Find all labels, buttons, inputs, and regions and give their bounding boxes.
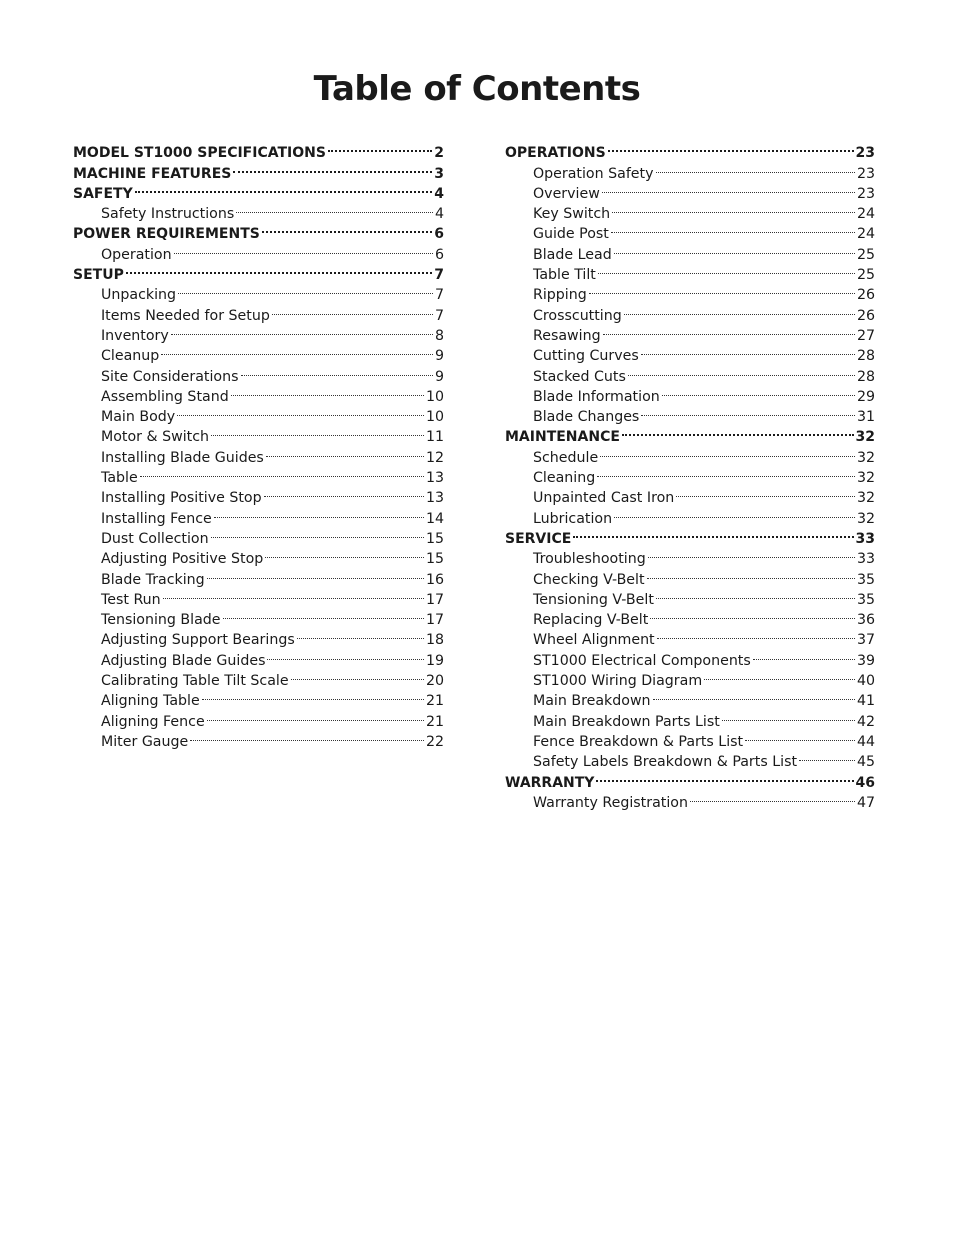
toc-entry-page-number: 23 — [856, 185, 875, 202]
toc-entry-label: Operation Safety — [533, 165, 654, 182]
toc-entry-label: Blade Changes — [533, 409, 640, 426]
toc-dot-leader — [140, 462, 424, 482]
toc-entry-page-number: 9 — [434, 368, 444, 385]
toc-entry-page-number: 13 — [425, 490, 444, 507]
toc-entry-label: Key Switch — [533, 206, 611, 223]
toc-dot-leader — [573, 523, 853, 543]
toc-entry-label: Unpacking — [101, 287, 177, 304]
toc-dot-leader — [608, 137, 854, 157]
toc-dot-leader — [662, 381, 855, 401]
toc-dot-leader — [690, 787, 855, 807]
toc-entry-page-number: 7 — [434, 267, 444, 284]
toc-entry-page-number: 2 — [434, 145, 444, 162]
toc-entry-page-number: 23 — [856, 165, 875, 182]
toc-dot-leader — [676, 482, 855, 502]
toc-entry-page-number: 32 — [855, 429, 875, 446]
toc-dot-leader — [161, 340, 433, 360]
toc-dot-leader — [272, 299, 433, 319]
toc-dot-leader — [799, 746, 855, 766]
toc-dot-leader — [190, 726, 424, 746]
toc-entry-page-number: 25 — [856, 246, 875, 263]
toc-entry-label: SERVICE — [505, 530, 572, 547]
toc-entry-page-number: 24 — [856, 226, 875, 243]
toc-dot-leader — [174, 238, 433, 258]
toc-entry-page-number: 7 — [434, 287, 444, 304]
toc-dot-leader — [614, 238, 855, 258]
toc-entry-page-number: 20 — [425, 673, 444, 690]
toc-dot-leader — [297, 624, 424, 644]
toc-entry-label: Main Breakdown Parts List — [533, 713, 720, 730]
toc-entry-label: Replacing V-Belt — [533, 612, 649, 629]
toc-entry-page-number: 35 — [856, 591, 875, 608]
toc-entry-label: Safety Instructions — [101, 206, 235, 223]
toc-dot-leader — [600, 441, 855, 461]
toc-entry-label: OPERATIONS — [505, 145, 606, 162]
toc-entry-page-number: 33 — [855, 530, 875, 547]
toc-dot-leader — [231, 381, 424, 401]
toc-entry-label: Stacked Cuts — [533, 368, 626, 385]
toc-entry-page-number: 32 — [856, 449, 875, 466]
toc-entry-page-number: 23 — [855, 145, 875, 162]
toc-entry-label: Adjusting Support Bearings — [101, 632, 295, 649]
toc-entry-label: Tensioning V-Belt — [533, 591, 654, 608]
toc-entry-label: Site Considerations — [101, 368, 239, 385]
toc-dot-leader — [202, 685, 424, 705]
toc-entry-page-number: 15 — [425, 551, 444, 568]
toc-dot-leader — [266, 441, 424, 461]
toc-entry-label: Cutting Curves — [533, 348, 639, 365]
toc-entry-label: Table — [101, 470, 138, 487]
toc-dot-leader — [211, 421, 424, 441]
toc-entry-label: MACHINE FEATURES — [73, 165, 232, 182]
toc-entry-label: Lubrication — [533, 510, 613, 527]
toc-entry-page-number: 21 — [425, 713, 444, 730]
toc-entry-label: Blade Information — [533, 388, 660, 405]
toc-dot-leader — [614, 502, 855, 522]
toc-dot-leader — [589, 279, 855, 299]
toc-entry-page-number: 6 — [434, 226, 444, 243]
toc-entry-label: POWER REQUIREMENTS — [73, 226, 260, 243]
toc-entry-label: Installing Fence — [101, 510, 212, 527]
toc-dot-leader — [236, 198, 433, 218]
toc-dot-leader — [262, 218, 432, 238]
toc-dot-leader — [207, 705, 424, 725]
toc-entry-page-number: 28 — [856, 348, 875, 365]
toc-entry-label: Adjusting Positive Stop — [101, 551, 264, 568]
toc-dot-leader — [171, 320, 433, 340]
toc-dot-leader — [612, 198, 855, 218]
toc-dot-leader — [211, 523, 424, 543]
toc-entry-page-number: 10 — [425, 388, 444, 405]
toc-entry-page-number: 44 — [856, 733, 875, 750]
toc-entry-page-number: 4 — [434, 206, 444, 223]
toc-dot-leader — [177, 401, 424, 421]
toc-entry-label: Unpainted Cast Iron — [533, 490, 675, 507]
toc-dot-leader — [598, 259, 855, 279]
toc-dot-leader — [657, 624, 855, 644]
toc-entry-page-number: 19 — [425, 652, 444, 669]
toc-right-column — [505, 137, 875, 811]
toc-entry-page-number: 3 — [434, 165, 444, 182]
toc-entry-page-number: 26 — [856, 287, 875, 304]
toc-entry-label: Safety Labels Breakdown & Parts List — [533, 754, 798, 771]
toc-dot-leader — [641, 401, 855, 421]
toc-entry-page-number: 9 — [434, 348, 444, 365]
toc-entry-page-number: 27 — [856, 327, 875, 344]
toc-entry-page-number: 21 — [425, 693, 444, 710]
toc-dot-leader — [207, 563, 424, 583]
toc-entry-label: ST1000 Electrical Components — [533, 652, 751, 669]
toc-entry-label: MODEL ST1000 SPECIFICATIONS — [73, 145, 326, 162]
toc-dot-leader — [126, 259, 432, 279]
toc-entry-label: Main Breakdown — [533, 693, 651, 710]
toc-entry-page-number: 4 — [434, 185, 444, 202]
toc-entry-label: Wheel Alignment — [533, 632, 655, 649]
toc-entry-page-number: 17 — [425, 612, 444, 629]
toc-entry-page-number: 13 — [425, 470, 444, 487]
toc-dot-leader — [328, 137, 432, 157]
toc-entry-label: Schedule — [533, 449, 599, 466]
toc-entry-label: Miter Gauge — [101, 733, 189, 750]
toc-section-entry[interactable] — [505, 137, 875, 162]
toc-entry-page-number: 15 — [425, 530, 444, 547]
toc-dot-leader — [241, 360, 433, 380]
toc-dot-leader — [650, 604, 855, 624]
toc-entry-page-number: 7 — [434, 307, 444, 324]
toc-dot-leader — [611, 218, 855, 238]
toc-dot-leader — [656, 584, 855, 604]
toc-entry-label: Troubleshooting — [533, 551, 646, 568]
toc-dot-leader — [704, 665, 855, 685]
toc-entry-label: Blade Tracking — [101, 571, 205, 588]
toc-dot-leader — [265, 543, 424, 563]
toc-entry-page-number: 32 — [856, 470, 875, 487]
toc-entry-label: Test Run — [101, 591, 161, 608]
toc-entry-label: Cleaning — [533, 470, 596, 487]
toc-entry-label: Ripping — [533, 287, 587, 304]
toc-entry-label: Blade Lead — [533, 246, 612, 263]
toc-entry-label: Guide Post — [533, 226, 609, 243]
toc-dot-leader — [214, 502, 424, 522]
toc-dot-leader — [223, 604, 424, 624]
toc-entry-label: MAINTENANCE — [505, 429, 620, 446]
toc-dot-leader — [603, 320, 855, 340]
toc-dot-leader — [722, 705, 855, 725]
toc-dot-leader — [291, 665, 424, 685]
toc-entry-page-number: 31 — [856, 409, 875, 426]
toc-entry-page-number: 14 — [425, 510, 444, 527]
toc-entry-page-number: 33 — [856, 551, 875, 568]
toc-dot-leader — [135, 178, 433, 198]
toc-entry-page-number: 11 — [425, 429, 444, 446]
toc-entry-page-number: 18 — [425, 632, 444, 649]
toc-dot-leader — [596, 766, 853, 786]
toc-entry-label: Main Body — [101, 409, 176, 426]
toc-entry-label: Motor & Switch — [101, 429, 209, 446]
toc-entry-page-number: 24 — [856, 206, 875, 223]
toc-dot-leader — [267, 644, 423, 664]
page-title: Table of Contents — [313, 69, 641, 109]
toc-dot-leader — [648, 543, 855, 563]
toc-entry-label: WARRANTY — [505, 774, 595, 791]
toc-entry-page-number: 32 — [856, 510, 875, 527]
toc-entry-label: Crosscutting — [533, 307, 622, 324]
toc-entry-label: ST1000 Wiring Diagram — [533, 673, 703, 690]
toc-entry-page-number: 35 — [856, 571, 875, 588]
toc-entry-label: Warranty Registration — [533, 794, 688, 811]
toc-entry-page-number: 16 — [425, 571, 444, 588]
toc-entry-page-number: 41 — [856, 693, 875, 710]
toc-dot-leader — [753, 644, 855, 664]
toc-entry-label: Items Needed for Setup — [101, 307, 270, 324]
toc-entry-label: SETUP — [73, 267, 124, 284]
toc-entry-page-number: 17 — [425, 591, 444, 608]
toc-left-column — [73, 137, 444, 750]
toc-entry-page-number: 6 — [434, 246, 444, 263]
toc-section-entry[interactable] — [73, 259, 444, 284]
toc-dot-leader — [624, 299, 855, 319]
toc-entry-page-number: 29 — [856, 388, 875, 405]
toc-dot-leader — [233, 157, 432, 177]
toc-dot-leader — [628, 360, 855, 380]
toc-dot-leader — [178, 279, 433, 299]
toc-dot-leader — [602, 178, 855, 198]
toc-entry-page-number: 8 — [434, 327, 444, 344]
toc-entry-page-number: 32 — [856, 490, 875, 507]
toc-dot-leader — [264, 482, 424, 502]
toc-entry-label: Aligning Table — [101, 693, 200, 710]
toc-dot-leader — [163, 584, 424, 604]
toc-entry-label: Operation — [101, 246, 172, 263]
toc-entry-page-number: 12 — [425, 449, 444, 466]
toc-dot-leader — [622, 421, 854, 441]
toc-entry-page-number: 39 — [856, 652, 875, 669]
toc-section-entry[interactable] — [73, 137, 444, 162]
toc-entry-page-number: 26 — [856, 307, 875, 324]
toc-entry-label: Cleanup — [101, 348, 160, 365]
toc-dot-leader — [597, 462, 855, 482]
toc-entry-label: Tensioning Blade — [101, 612, 221, 629]
toc-entry-label: SAFETY — [73, 185, 133, 202]
toc-entry-label: Dust Collection — [101, 530, 209, 547]
toc-entry-label: Adjusting Blade Guides — [101, 652, 266, 669]
toc-entry-page-number: 36 — [856, 612, 875, 629]
toc-entry-page-number: 42 — [856, 713, 875, 730]
toc-entry-label: Resawing — [533, 327, 601, 344]
toc-entry-page-number: 22 — [425, 733, 444, 750]
toc-dot-leader — [653, 685, 855, 705]
toc-entry-page-number: 40 — [856, 673, 875, 690]
toc-entry-label: Checking V-Belt — [533, 571, 645, 588]
toc-entry-page-number: 28 — [856, 368, 875, 385]
toc-entry-page-number: 45 — [856, 754, 875, 771]
toc-entry-page-number: 10 — [425, 409, 444, 426]
toc-dot-leader — [641, 340, 855, 360]
toc-entry-page-number: 37 — [856, 632, 875, 649]
toc-entry-label: Fence Breakdown & Parts List — [533, 733, 744, 750]
toc-entry-label: Assembling Stand — [101, 388, 229, 405]
toc-entry-label: Aligning Fence — [101, 713, 205, 730]
toc-dot-leader — [656, 157, 855, 177]
toc-entry-label: Calibrating Table Tilt Scale — [101, 673, 289, 690]
toc-entry-label: Installing Positive Stop — [101, 490, 262, 507]
toc-entry-label: Overview — [533, 185, 600, 202]
toc-entry-label: Table Tilt — [533, 267, 596, 284]
toc-entry-label: Inventory — [101, 327, 169, 344]
toc-entry-label: Installing Blade Guides — [101, 449, 264, 466]
toc-dot-leader — [647, 563, 855, 583]
toc-entry-page-number: 25 — [856, 267, 875, 284]
toc-entry-page-number: 46 — [855, 774, 875, 791]
toc-entry-page-number: 47 — [856, 794, 875, 811]
toc-subsection-entry[interactable] — [73, 279, 444, 304]
toc-dot-leader — [745, 726, 855, 746]
